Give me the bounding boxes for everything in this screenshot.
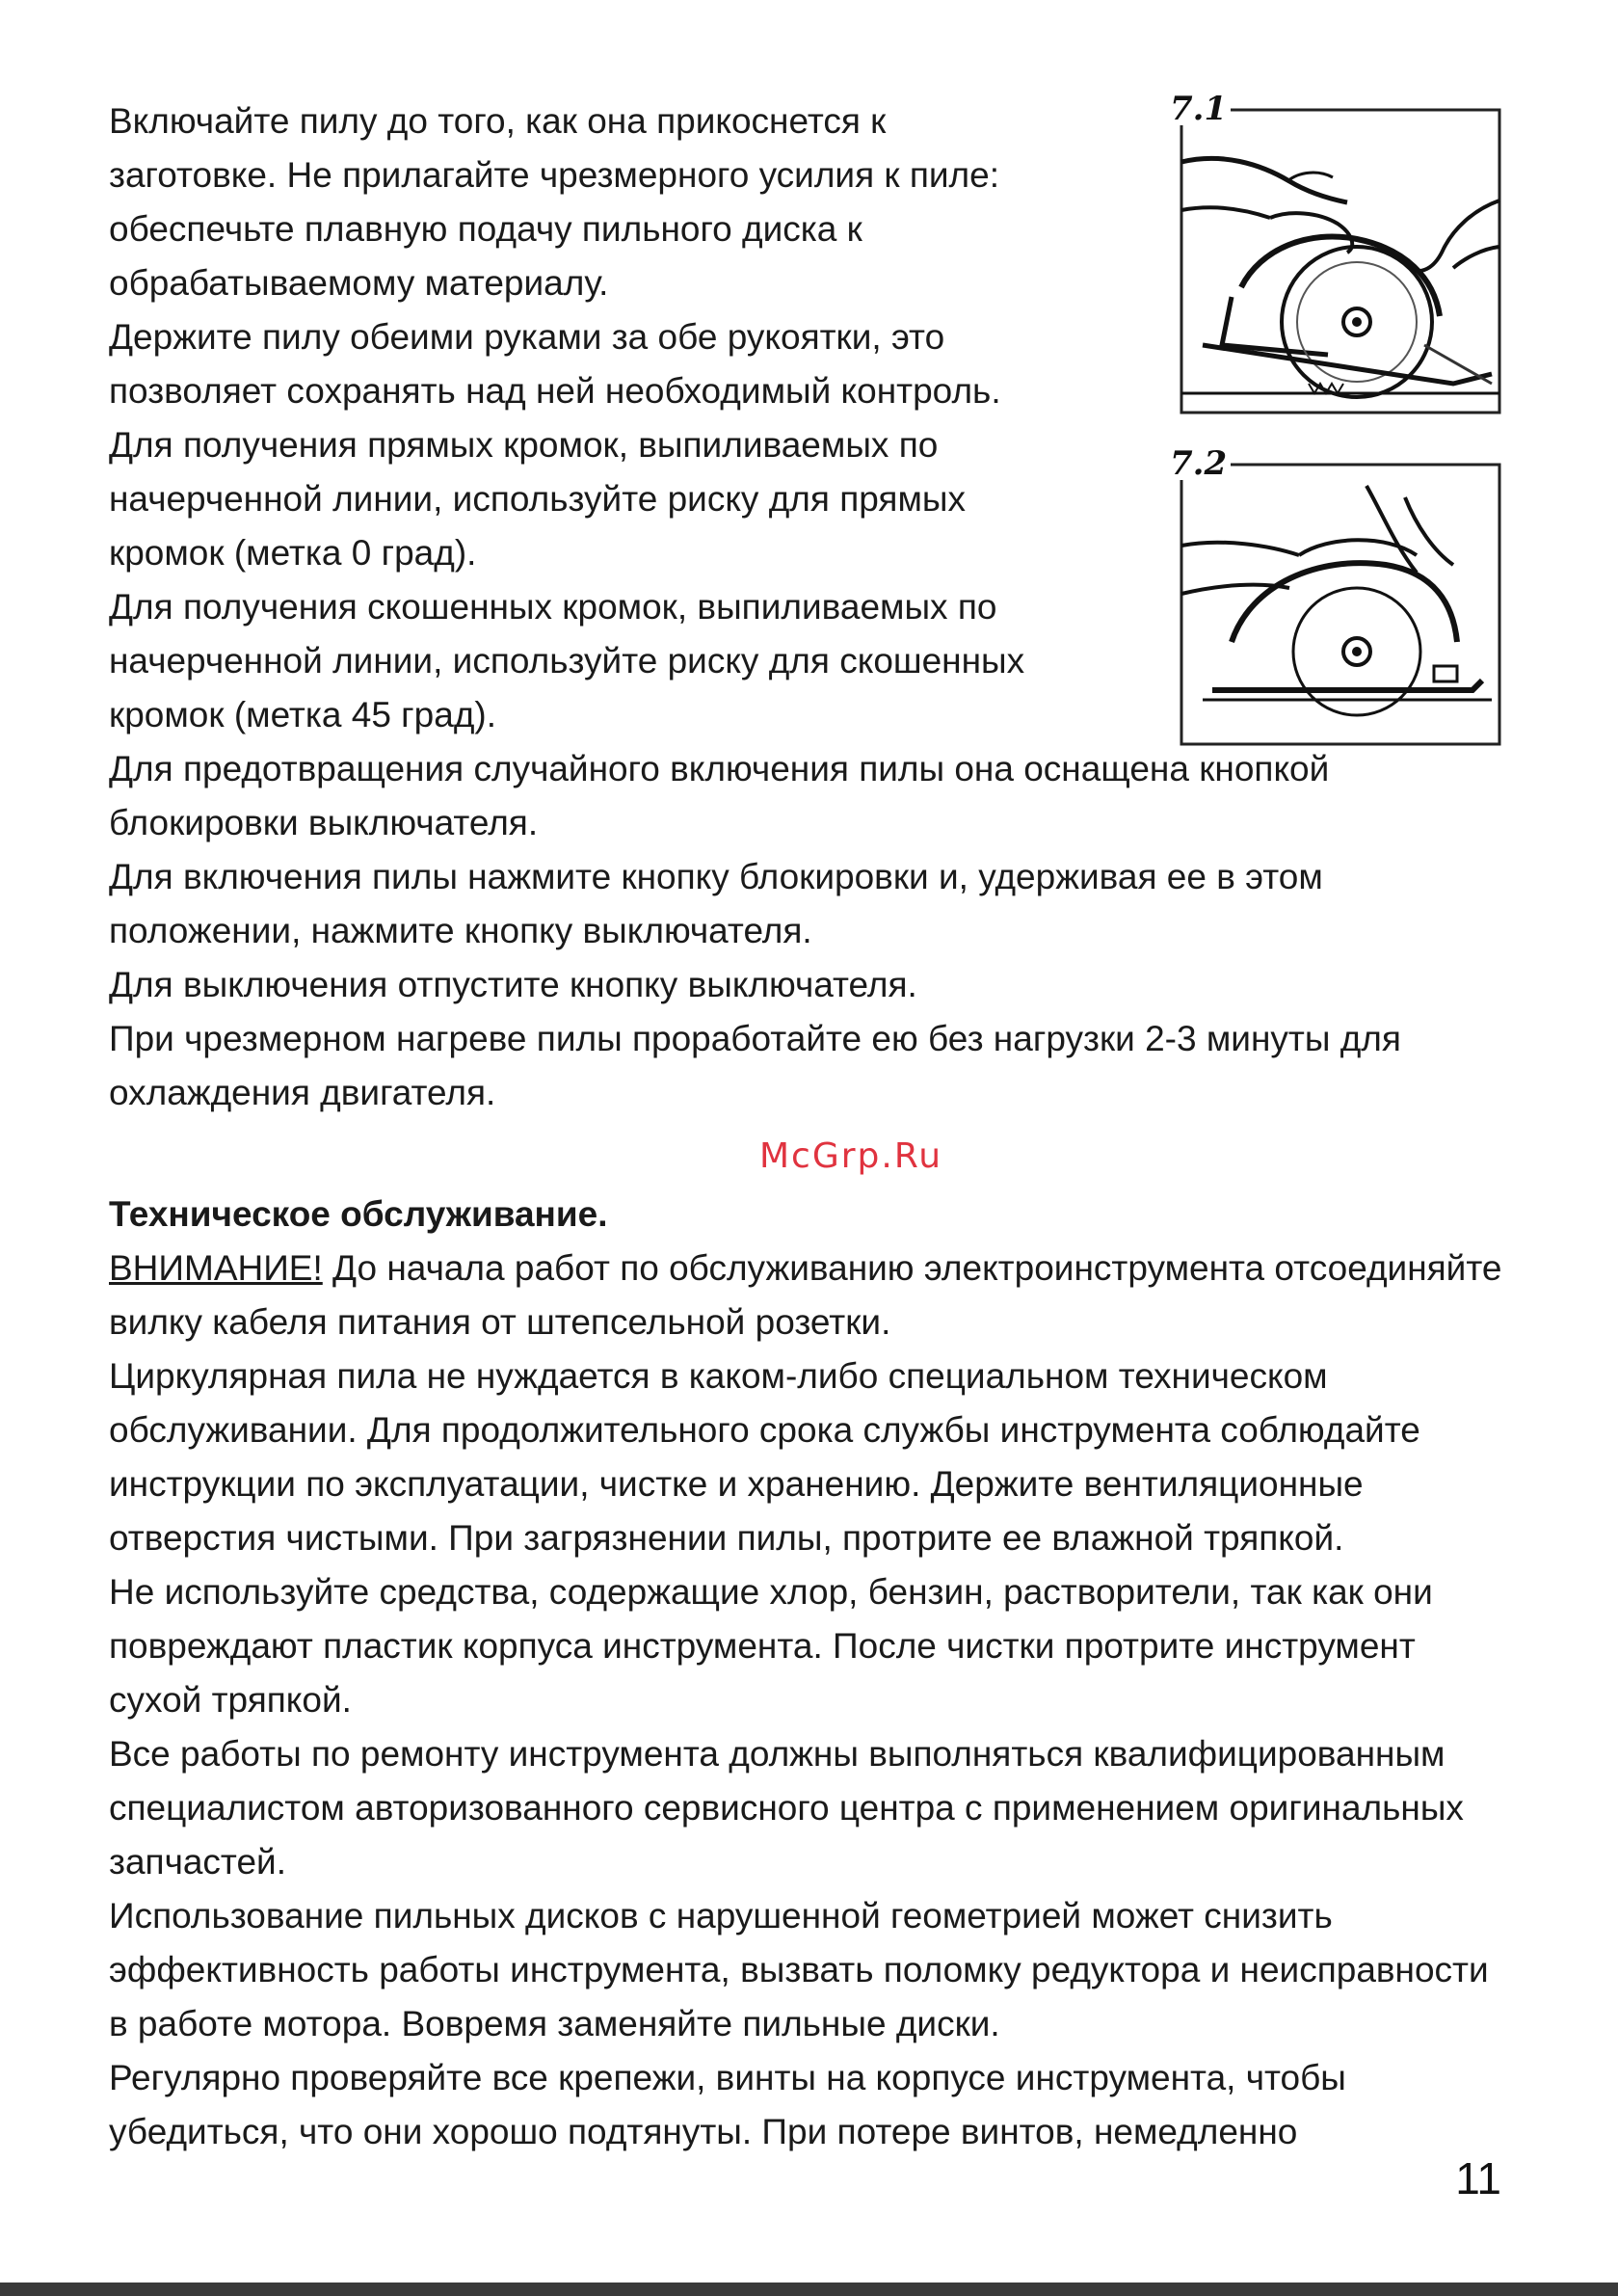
paragraph: Включайте пилу до того, как она прикоснется к заготовке. Не прилагайте чрезмерного усилия к пиле: обеспечьте плавную подачу пильного диска к обрабатываемому материалу. (109, 101, 1000, 303)
paragraph: Регулярно проверяйте все крепежи, винты на корпусе инструмента, чтобы убедиться, что они хорошо подтянуты. При потере винтов, немедленно (109, 2058, 1346, 2151)
page-body (109, 94, 1506, 2159)
paragraph: Все работы по ремонту инструмента должны выполняться квалифицированным специалистом авторизованного сервисного центра с применением оригинальных запчастей. (109, 1734, 1464, 1882)
paragraph: Для включения пилы нажмите кнопку блокировки и, удерживая ее в этом положении, нажмите кнопку выключателя. (109, 857, 1323, 950)
page-number: 11 (1455, 2153, 1501, 2203)
paragraph: При чрезмерном нагреве пилы проработайте ею без нагрузки 2-3 минуты для охлаждения двигателя. (109, 1019, 1401, 1112)
paragraph: Использование пильных дисков с нарушенной геометрией может снизить эффективность работы инструмента, вызвать поломку редуктора и неисправности в работе мотора. Вовремя заменяйте пильные диски. (109, 1896, 1489, 2043)
paragraph: Для выключения отпустите кнопку выключателя. (109, 965, 917, 1004)
warning-paragraph (109, 1241, 1506, 1349)
bottom-rule (0, 2283, 1618, 2296)
paragraph: Не используйте средства, содержащие хлор, бензин, растворители, так как они повреждают пластик корпуса инструмента. После чистки протрите инструмент сухой тряпкой. (109, 1572, 1433, 1720)
watermark: McGrp.Ru (758, 1136, 943, 1176)
paragraph: Для получения скошенных кромок, выпиливаемых по начерченной линии, используйте риску для скошенных кромок (метка 45 град). (109, 587, 1025, 734)
figure-label: 7.1 (1166, 93, 1231, 125)
paragraph: Для предотвращения случайного включения пилы она оснащена кнопкой блокировки выключателя. (109, 749, 1330, 842)
warning-label: ВНИМАНИЕ! (109, 1248, 323, 1288)
paragraph: Циркулярная пила не нуждается в каком-либо специальном техническом обслуживании. Для продолжительного срока службы инструмента соблюдайте инструкции по эксплуатации, чистке и хранению. Держите вентиляционные отверстия чистыми. При загрязнении пилы, протрите ее влажной тряпкой. (109, 1356, 1420, 1558)
paragraph: Для получения прямых кромок, выпиливаемых по начерченной линии, используйте риску для прямых кромок (метка 0 град). (109, 425, 966, 573)
figure-label: 7.2 (1166, 447, 1231, 480)
paragraph: Держите пилу обеими руками за обе рукоятки, это позволяет сохранять над ней необходимый контроль. (109, 317, 1001, 411)
section-heading: Техническое обслуживание. (109, 1194, 608, 1234)
warning-text: До начала работ по обслуживанию электроинструмента отсоединяйте вилку кабеля питания от штепсельной розетки. (109, 1248, 1502, 1342)
